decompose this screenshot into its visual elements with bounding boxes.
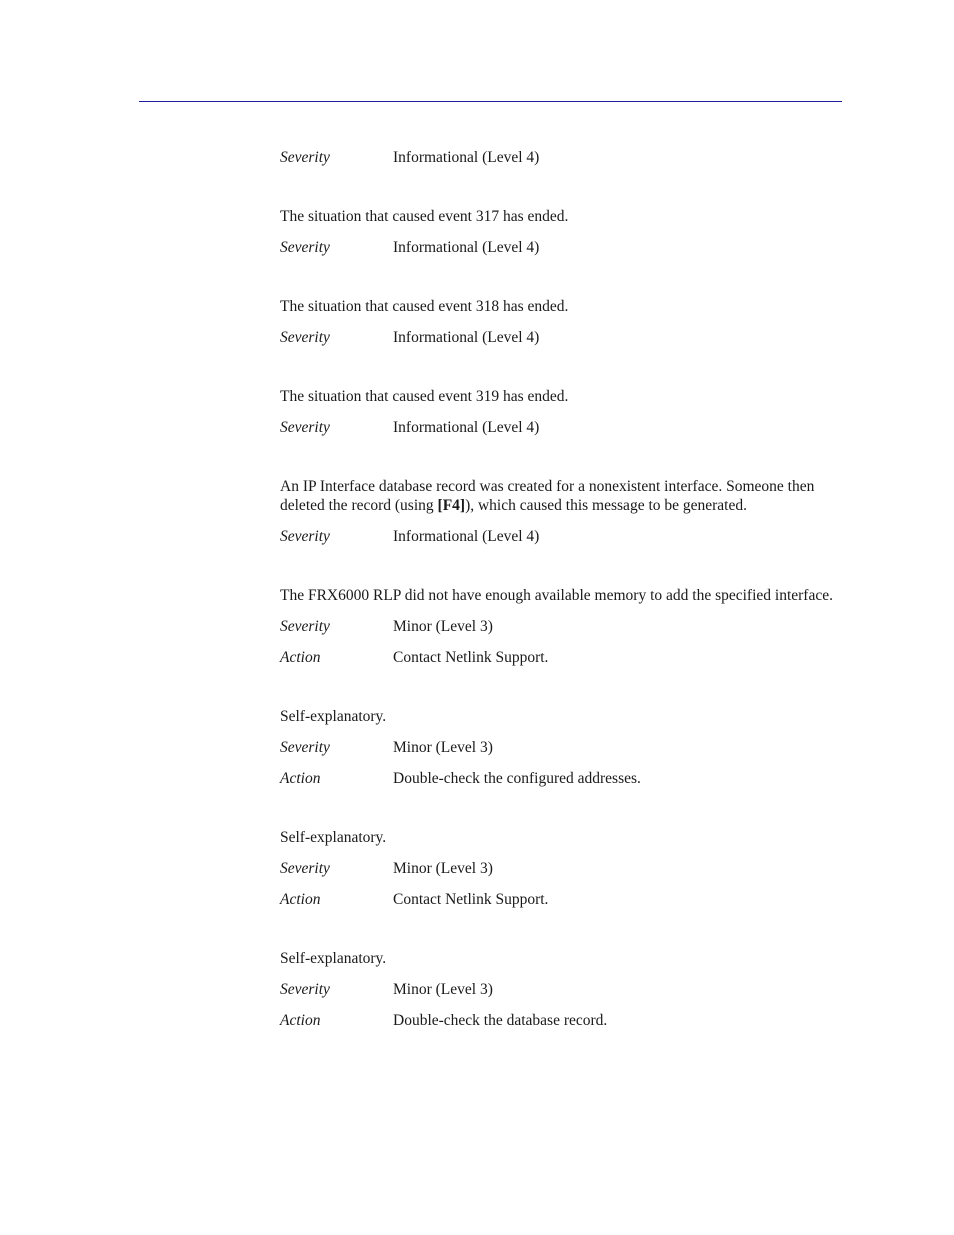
description-text: ), which caused this message to be generated. bbox=[465, 497, 747, 514]
severity-row bbox=[280, 527, 842, 546]
severity-label: Severity bbox=[280, 981, 330, 998]
event-description: The situation that caused event 318 has ended. bbox=[280, 298, 569, 315]
event-entry bbox=[280, 707, 842, 788]
severity-label: Severity bbox=[280, 329, 330, 346]
severity-value: Informational (Level 4) bbox=[393, 329, 540, 346]
key-f4: [F4] bbox=[437, 497, 466, 514]
severity-value: Minor (Level 3) bbox=[393, 981, 493, 998]
event-description: Self-explanatory. bbox=[280, 950, 387, 967]
action-row bbox=[280, 890, 842, 909]
event-entry bbox=[280, 477, 842, 546]
severity-value: Informational (Level 4) bbox=[393, 419, 540, 436]
event-description: Self-explanatory. bbox=[280, 829, 387, 846]
severity-row bbox=[280, 859, 842, 878]
severity-row bbox=[280, 617, 842, 636]
action-row bbox=[280, 648, 842, 667]
event-entry bbox=[280, 297, 842, 347]
action-label: Action bbox=[280, 1012, 321, 1029]
severity-row bbox=[280, 328, 842, 347]
description-text: An IP Interface database record was created for a nonexistent interface. Someone then deleted the record (using bbox=[280, 478, 815, 514]
action-row bbox=[280, 1011, 842, 1030]
severity-label: Severity bbox=[280, 419, 330, 436]
severity-row bbox=[280, 980, 842, 999]
event-description: The situation that caused event 319 has ended. bbox=[280, 388, 569, 405]
event-description: The situation that caused event 317 has ended. bbox=[280, 208, 569, 225]
event-entry bbox=[280, 207, 842, 257]
event-list bbox=[280, 148, 842, 1042]
severity-value: Minor (Level 3) bbox=[393, 618, 493, 635]
severity-row bbox=[280, 148, 842, 167]
event-description bbox=[280, 477, 842, 515]
header-rule bbox=[139, 101, 842, 102]
severity-row bbox=[280, 738, 842, 757]
severity-value: Informational (Level 4) bbox=[393, 239, 540, 256]
action-value: Contact Netlink Support. bbox=[393, 891, 549, 908]
action-value: Double-check the database record. bbox=[393, 1012, 608, 1029]
action-value: Double-check the configured addresses. bbox=[393, 770, 641, 787]
action-value: Contact Netlink Support. bbox=[393, 649, 549, 666]
event-entry bbox=[280, 148, 842, 167]
severity-value: Informational (Level 4) bbox=[393, 528, 540, 545]
event-entry bbox=[280, 586, 842, 667]
severity-label: Severity bbox=[280, 528, 330, 545]
action-label: Action bbox=[280, 649, 321, 666]
severity-label: Severity bbox=[280, 239, 330, 256]
severity-label: Severity bbox=[280, 149, 330, 166]
action-row bbox=[280, 769, 842, 788]
event-description: The FRX6000 RLP did not have enough available memory to add the specified interface. bbox=[280, 587, 833, 604]
severity-label: Severity bbox=[280, 860, 330, 877]
event-entry bbox=[280, 949, 842, 1030]
event-description: Self-explanatory. bbox=[280, 708, 387, 725]
severity-row bbox=[280, 418, 842, 437]
severity-value: Minor (Level 3) bbox=[393, 739, 493, 756]
severity-value: Minor (Level 3) bbox=[393, 860, 493, 877]
event-entry bbox=[280, 387, 842, 437]
event-entry bbox=[280, 828, 842, 909]
action-label: Action bbox=[280, 891, 321, 908]
action-label: Action bbox=[280, 770, 321, 787]
severity-label: Severity bbox=[280, 618, 330, 635]
severity-label: Severity bbox=[280, 739, 330, 756]
severity-row bbox=[280, 238, 842, 257]
severity-value: Informational (Level 4) bbox=[393, 149, 540, 166]
